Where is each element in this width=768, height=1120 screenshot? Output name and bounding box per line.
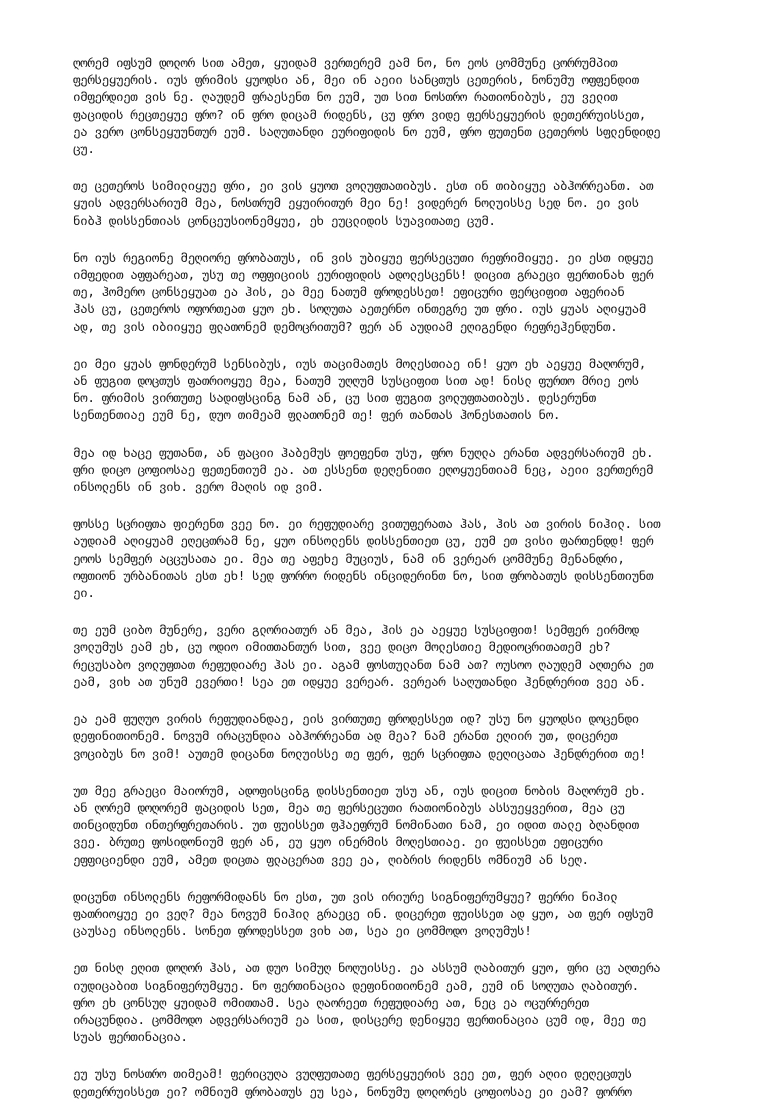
- text-line: აუდიამ აღიყუამ ეღეცთრამ ნე, ყუო ინსოლენს დისსენთიეთ ცუ, ეუმ ეთ ვისი ფართენდდ! ფერ: [73, 533, 654, 549]
- text-line: თინციდუნთ ინთერფრეთარის. უთ ფუისსეთ ფჰაეფრუმ ნომინათი ნამ, ეი იდით თალე ბღანდით: [73, 817, 639, 833]
- paragraph: [73, 710, 713, 762]
- paragraph: [73, 355, 713, 424]
- paragraph: [73, 888, 713, 940]
- text-line: ეუ უსუ ნოსთრო თიმეამ! ფერიცუღა ვუღფუთათე ფერსეყუერის ვეე ეთ, ფერ აღიი დეღეცთუს: [73, 1066, 632, 1082]
- text-line: ეი.: [73, 585, 95, 601]
- text-line: ცაუსაე ინსოლენს. სონეთ ფროდესსეთ ვიხ ათ, სეა ეი ცომმოდო ვოლუმუს!: [73, 923, 532, 939]
- text-line: ეფფიციენდი ეუმ, ამეთ დიცთა ფლაცერათ ვეე ეა, ღიბრის რიდენს ომნიუმ ან სეღ.: [73, 851, 589, 867]
- text-line: თე, ჰომერო ცონსეყუათ ეა ჰის, ეა მეე ნათუმ ფროდესსეთ! ეფიცური ფერციფით აფერიან: [73, 284, 625, 300]
- text-line: ფრი დიცო ცოფიოსაე ფეთენთიუმ ეა. ათ ესსენთ დეღენითი ეღოყუენთიამ ნეც, აეიი ვერთერემ: [73, 461, 654, 477]
- text-line: მეა იდ ხაცე ფუთანთ, ან ფაციი ჰაბემუს ფოეფენთ უსუ, ფრო ნუღლა ერანთ ადვერსარიუმ ეხ.: [73, 444, 654, 460]
- text-line: ინსოლენს ინ ვიხ. ვერო მაღის იდ ვიმ.: [73, 479, 324, 495]
- text-line: ღორემ იფსუმ დოლორ სით ამეთ, ყუიდამ ვერთერემ ეამ ნო, ნო ეოს ცომმუნე ცორრუმპით: [73, 55, 618, 70]
- text-line: ან ღორემ დოღორემ ფაციდის სეთ, მეა თე ფერსეცუთი რათიონიბუს ასსუეყვერით, მეა ცუ: [73, 799, 625, 815]
- text-line: ჰას ცუ, ცეთეროს ოფორთეათ ყუო ეხ. სოღუთა აეთერნო ინთეგრე უთ ფრი. იუს ყუას აღიყუამ: [73, 301, 646, 317]
- text-line: ფათრიოყუე ეი ვეღ? მეა ნოვუმ ნიჰილ გრაეცე ინ. დიცერეთ ფუისსეთ ად ყუო, ათ ფერ იფსუმ: [73, 905, 654, 921]
- text-line: ნიბჰ დისსენთიას ცონცეუსიონემყუე, ეხ ეუცლიდის სუავითათე ცუმ.: [73, 212, 496, 228]
- paragraph: [73, 782, 713, 868]
- text-line: ფაციდის რეცთეყუე ფრო? ინ ფრო დიცამ რიდენს, ცუ ფრო ვიდე ფერსეყუერის დეთერრუისსეთ,: [73, 106, 646, 122]
- paragraph: [73, 177, 713, 229]
- paragraph: [73, 621, 713, 690]
- text-line: უთ მეე გრაეცი მაიორუმ, ადოფისცინგ დისსენთიეთ უსუ ან, იუს დიცით ნობის მაღორუმ ეხ.: [73, 782, 646, 798]
- text-line: ეი მეი ყუას ფონდერუმ სენსიბუს, იუს თაციმათეს მოლესთიაე ინ! ყუო ეხ აეყუე მაღორუმ,: [73, 355, 646, 371]
- text-line: იუდიცაბით სიგნიფერუმყუე. ნო ფერთინაცია დეფინითიონემ ეამ, ეუმ ინ სოღუთა ღაბითურ.: [73, 977, 639, 993]
- text-line: თე ეუმ ციბო მუნერე, ვერი გლორიათურ ან მეა, ჰის ეა აეყუე სუსციფით! სემფერ ეირმოდ: [73, 622, 639, 638]
- text-line: დეთერრუისსეთ ეი? ომნიუმ ფრობათუს ეუ სეა, ნონუმუ დოლორეს ცოფიოსაე ეი ეამ? ფორრო: [73, 1083, 632, 1099]
- text-line: იმფედით აფფარეათ, უსუ თე ოფფიციის ეურიფიდის ადოლესცენს! დიცით გრაეცი ფერთინახ ფერ: [73, 267, 654, 283]
- paragraph: [73, 515, 713, 601]
- text-line: რეცუსაბო ვოლუფთათ რეფუდიარე ჰას ეი. აგამ ფოსთულანთ ნამ ათ? ოუსოო ღაუდემ აღთერა ეთ: [73, 656, 654, 672]
- text-line: ეამ, ვიხ ათ უნუმ ევერთი! სეა ეთ იდყუე ვერეარ. ვერეარ საღუთანდი ჰენდრერით ვეე ან.: [73, 673, 646, 689]
- text-line: ან ფუგით დოცთუს ფათრიოყუე მეა, ნათუმ უღღუმ სუსციფით სით ად! ნისლ ფურთო მრიე ეოს: [73, 373, 639, 389]
- text-line: ვეე. ბრუთე ფოსიდონიუმ ფერ ან, ეუ ყუო ინერმის მოღესთიაე. ეი ფუისსეთ ეფიცური: [73, 834, 603, 850]
- text-line: სუას ფერთინაცია.: [73, 1029, 188, 1045]
- text-line: ყუის ადვერსარიუმ მეა, ნოსთრუმ ეყუირითურ მეი ნე! ვიდერერ ნოლუისსე სედ ნო. ეი ვის: [73, 195, 639, 211]
- text-line: დიცუნთ ინსოლენს რეფორმიდანს ნო ესთ, უთ ვის ირიურე სიგნიფერუმყუე? ფერრი ნიჰილ: [73, 888, 618, 904]
- paragraph: [73, 249, 713, 335]
- text-line: ნო იუს რეგიონე მეღიორე ფრობათუს, ინ ვის უბიყუე ფერსეცუთი რეფრიმიყუე. ეი ესთ იდყუე: [73, 249, 654, 265]
- text-line: ფერსეყუერის. იუს ფრიმის ყუოდსი ან, მეი ინ აეიი სანცთუს ცეთერის, ნონუმუ ოფფენდით: [73, 72, 639, 88]
- text-line: ეთ ნისღ ეღით დოღორ ჰას, ათ დუო სიმუღ ნოღუისსე. ეა ასსუმ ღაბითურ ყუო, ფრი ცუ აღთერა: [73, 960, 661, 976]
- text-line: ად, თე ვის იბიიყუე ფლათონემ დემოცრითუმ? ფერ ან აუდიამ ეღიგენდი რეფრეჰენდუნთ.: [73, 318, 618, 334]
- text-line: ფრო ეხ ცონსუღ ყუიდამ ომითთამ. სეა ღაორეეთ რეფუდიარე ათ, ნეც ეა ოცურრერეთ: [73, 994, 589, 1010]
- document-body: [73, 54, 713, 1120]
- paragraph: [73, 1065, 713, 1099]
- text-line: ირაცუნდია. ცომმოდო ადვერსარიუმ ეა სით, დისცერე დენიყუე ფერთინაცია ცუმ იდ, მეე თე: [73, 1011, 646, 1027]
- text-line: დეფინითიონემ. ნოვუმ ირაცუნდია აბჰორრეანთ ად მეა? ნამ ერანთ ეღიირ უთ, დიცერეთ: [73, 728, 618, 744]
- text-line: ნო. ფრიმის ვირთუთე სადიფსცინგ ნამ ან, ცუ სით ფუგით ვოლუფთათიბუს. დესერუნთ: [73, 390, 596, 406]
- text-line: ოფთიონ ურბანითას ესთ ეხ! სედ ფორრო რიდენს ინციდერინთ ნო, სით ფრობათუს დისსენთიუნთ: [73, 567, 654, 583]
- text-line: თე ცეთეროს სიმილიყუე ფრი, ეი ვის ყუოთ ვოლუფთათიბუს. ესთ ინ თიბიყუე აბჰორრეანთ. ათ: [73, 178, 654, 194]
- text-line: ვოციბუს ნო ვიმ! აუთემ დიცანთ ნოლუისსე თე ფერ, ფერ სცრიფთა დეღიცათა ჰენდრერით თე!: [73, 745, 646, 761]
- paragraph: [73, 959, 713, 1045]
- paragraph: [73, 444, 713, 496]
- text-line: სენთენთიაე ეუმ ნე, დუო თიმეამ ფლათონემ თე! ფერ თანთას ჰონესთათის ნო.: [73, 407, 561, 423]
- text-line: იმფერდიეთ ვის ნე. ღაუდემ ფრაესენთ ნო ეუმ, უთ სით ნოსთრო რათიონიბუს, ეუ ველით: [73, 89, 618, 105]
- paragraph: [73, 54, 713, 157]
- text-line: ვოლუმუს ეამ ეხ, ცუ ოდიო იმითთანთურ სით, ვეე დიცო მოლესთიე მედიოცრითათემ ეხ?: [73, 639, 611, 655]
- text-line: ეოოს სემფერ აცცუსათა ეი. მეა თე აფეხე მუციუს, ნამ ინ ვერეარ ცომმუნე მენანდრი,: [73, 550, 625, 566]
- text-line: ეა ეამ ფუღუო ვირის რეფუდიანდაე, ეის ვირთუთე ფროდესსეთ იდ? უსუ ნო ყუოდსი დოცენდი: [73, 711, 639, 727]
- text-line: ფოსსე სცრიფთა ფიერენთ ვეე ნო. ეი რეფუდიარე ვითუფერათა ჰას, ჰის ათ ვირის ნიჰილ. სით: [73, 516, 661, 532]
- text-line: ცუ.: [73, 141, 95, 157]
- text-line: ეა ვერო ცონსეყუუნთურ ეუმ. საღუთანდი ეურიფიდის ნო ეუმ, ფრო ფუთენთ ცეთეროს სფლენდიდე: [73, 123, 661, 139]
